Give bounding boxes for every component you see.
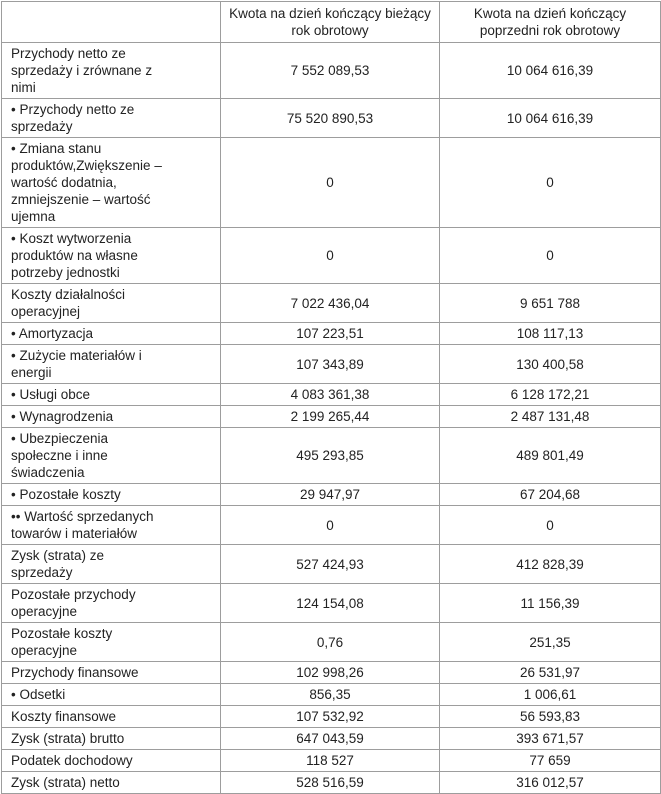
table-row (2, 284, 661, 323)
row-label: Koszty finansowe (2, 706, 221, 728)
table-row (2, 684, 661, 706)
row-value-previous: 1 006,61 (440, 684, 661, 706)
row-label: • Ubezpieczenia społeczne i inne świadczenia (2, 428, 221, 484)
row-value-previous: 130 400,58 (440, 345, 661, 384)
row-label: Przychody finansowe (2, 662, 221, 684)
row-value-previous: 108 117,13 (440, 323, 661, 345)
header-row (2, 2, 661, 43)
row-value-current: 29 947,97 (221, 484, 440, 506)
table-row (2, 345, 661, 384)
row-value-previous: 26 531,97 (440, 662, 661, 684)
row-value-current: 647 043,59 (221, 728, 440, 750)
row-label: Przychody netto ze sprzedaży i zrównane z nimi (2, 43, 221, 99)
row-label: • Wynagrodzenia (2, 406, 221, 428)
row-value-previous: 0 (440, 138, 661, 228)
row-value-current: 4 083 361,38 (221, 384, 440, 406)
row-value-previous: 489 801,49 (440, 428, 661, 484)
row-value-previous: 393 671,57 (440, 728, 661, 750)
row-value-current: 527 424,93 (221, 545, 440, 584)
row-label: •• Wartość sprzedanych towarów i materiałów (2, 506, 221, 545)
row-label: • Przychody netto ze sprzedaży (2, 99, 221, 138)
row-value-previous: 2 487 131,48 (440, 406, 661, 428)
financial-table (1, 1, 661, 794)
corner-cell (2, 2, 221, 43)
table-row (2, 584, 661, 623)
row-label: • Pozostałe koszty (2, 484, 221, 506)
row-value-current: 102 998,26 (221, 662, 440, 684)
row-value-previous: 0 (440, 228, 661, 284)
row-value-current: 528 516,59 (221, 772, 440, 794)
table-row (2, 662, 661, 684)
row-value-previous: 11 156,39 (440, 584, 661, 623)
row-label: Podatek dochodowy (2, 750, 221, 772)
row-label: Zysk (strata) netto (2, 772, 221, 794)
row-value-previous: 67 204,68 (440, 484, 661, 506)
table-row (2, 228, 661, 284)
table-row (2, 428, 661, 484)
header-current-year: Kwota na dzień kończący bieżący rok obrotowy (221, 2, 440, 43)
table-row (2, 623, 661, 662)
row-value-previous: 77 659 (440, 750, 661, 772)
table-row (2, 323, 661, 345)
row-value-current: 118 527 (221, 750, 440, 772)
row-value-current: 0 (221, 506, 440, 545)
row-value-previous: 251,35 (440, 623, 661, 662)
row-value-previous: 412 828,39 (440, 545, 661, 584)
row-value-current: 75 520 890,53 (221, 99, 440, 138)
row-label: Pozostałe koszty operacyjne (2, 623, 221, 662)
row-value-current: 107 343,89 (221, 345, 440, 384)
row-value-current: 0 (221, 138, 440, 228)
row-value-current: 2 199 265,44 (221, 406, 440, 428)
table-row (2, 706, 661, 728)
table-row (2, 772, 661, 794)
row-label: • Usługi obce (2, 384, 221, 406)
table-row (2, 545, 661, 584)
table-row (2, 384, 661, 406)
row-value-previous: 316 012,57 (440, 772, 661, 794)
row-label: Koszty działalności operacyjnej (2, 284, 221, 323)
table-row (2, 750, 661, 772)
header-previous-year: Kwota na dzień kończący poprzedni rok obrotowy (440, 2, 661, 43)
table-row (2, 406, 661, 428)
row-label: • Zmiana stanu produktów,Zwiększenie – wartość dodatnia, zmniejszenie – wartość ujemna (2, 138, 221, 228)
row-value-previous: 10 064 616,39 (440, 99, 661, 138)
row-label: • Zużycie materiałów i energii (2, 345, 221, 384)
table-row (2, 138, 661, 228)
table-row (2, 506, 661, 545)
table-row (2, 99, 661, 138)
row-value-current: 107 223,51 (221, 323, 440, 345)
row-value-current: 0,76 (221, 623, 440, 662)
row-value-current: 856,35 (221, 684, 440, 706)
row-label: Pozostałe przychody operacyjne (2, 584, 221, 623)
row-label: • Amortyzacja (2, 323, 221, 345)
row-value-current: 0 (221, 228, 440, 284)
row-value-current: 107 532,92 (221, 706, 440, 728)
row-label: • Koszt wytworzenia produktów na własne potrzeby jednostki (2, 228, 221, 284)
row-value-current: 124 154,08 (221, 584, 440, 623)
row-value-current: 7 552 089,53 (221, 43, 440, 99)
row-value-previous: 0 (440, 506, 661, 545)
row-value-previous: 9 651 788 (440, 284, 661, 323)
table-row (2, 43, 661, 99)
row-label: Zysk (strata) ze sprzedaży (2, 545, 221, 584)
row-label: • Odsetki (2, 684, 221, 706)
row-value-previous: 10 064 616,39 (440, 43, 661, 99)
row-label: Zysk (strata) brutto (2, 728, 221, 750)
row-value-current: 7 022 436,04 (221, 284, 440, 323)
row-value-previous: 56 593,83 (440, 706, 661, 728)
table-row (2, 484, 661, 506)
row-value-current: 495 293,85 (221, 428, 440, 484)
row-value-previous: 6 128 172,21 (440, 384, 661, 406)
